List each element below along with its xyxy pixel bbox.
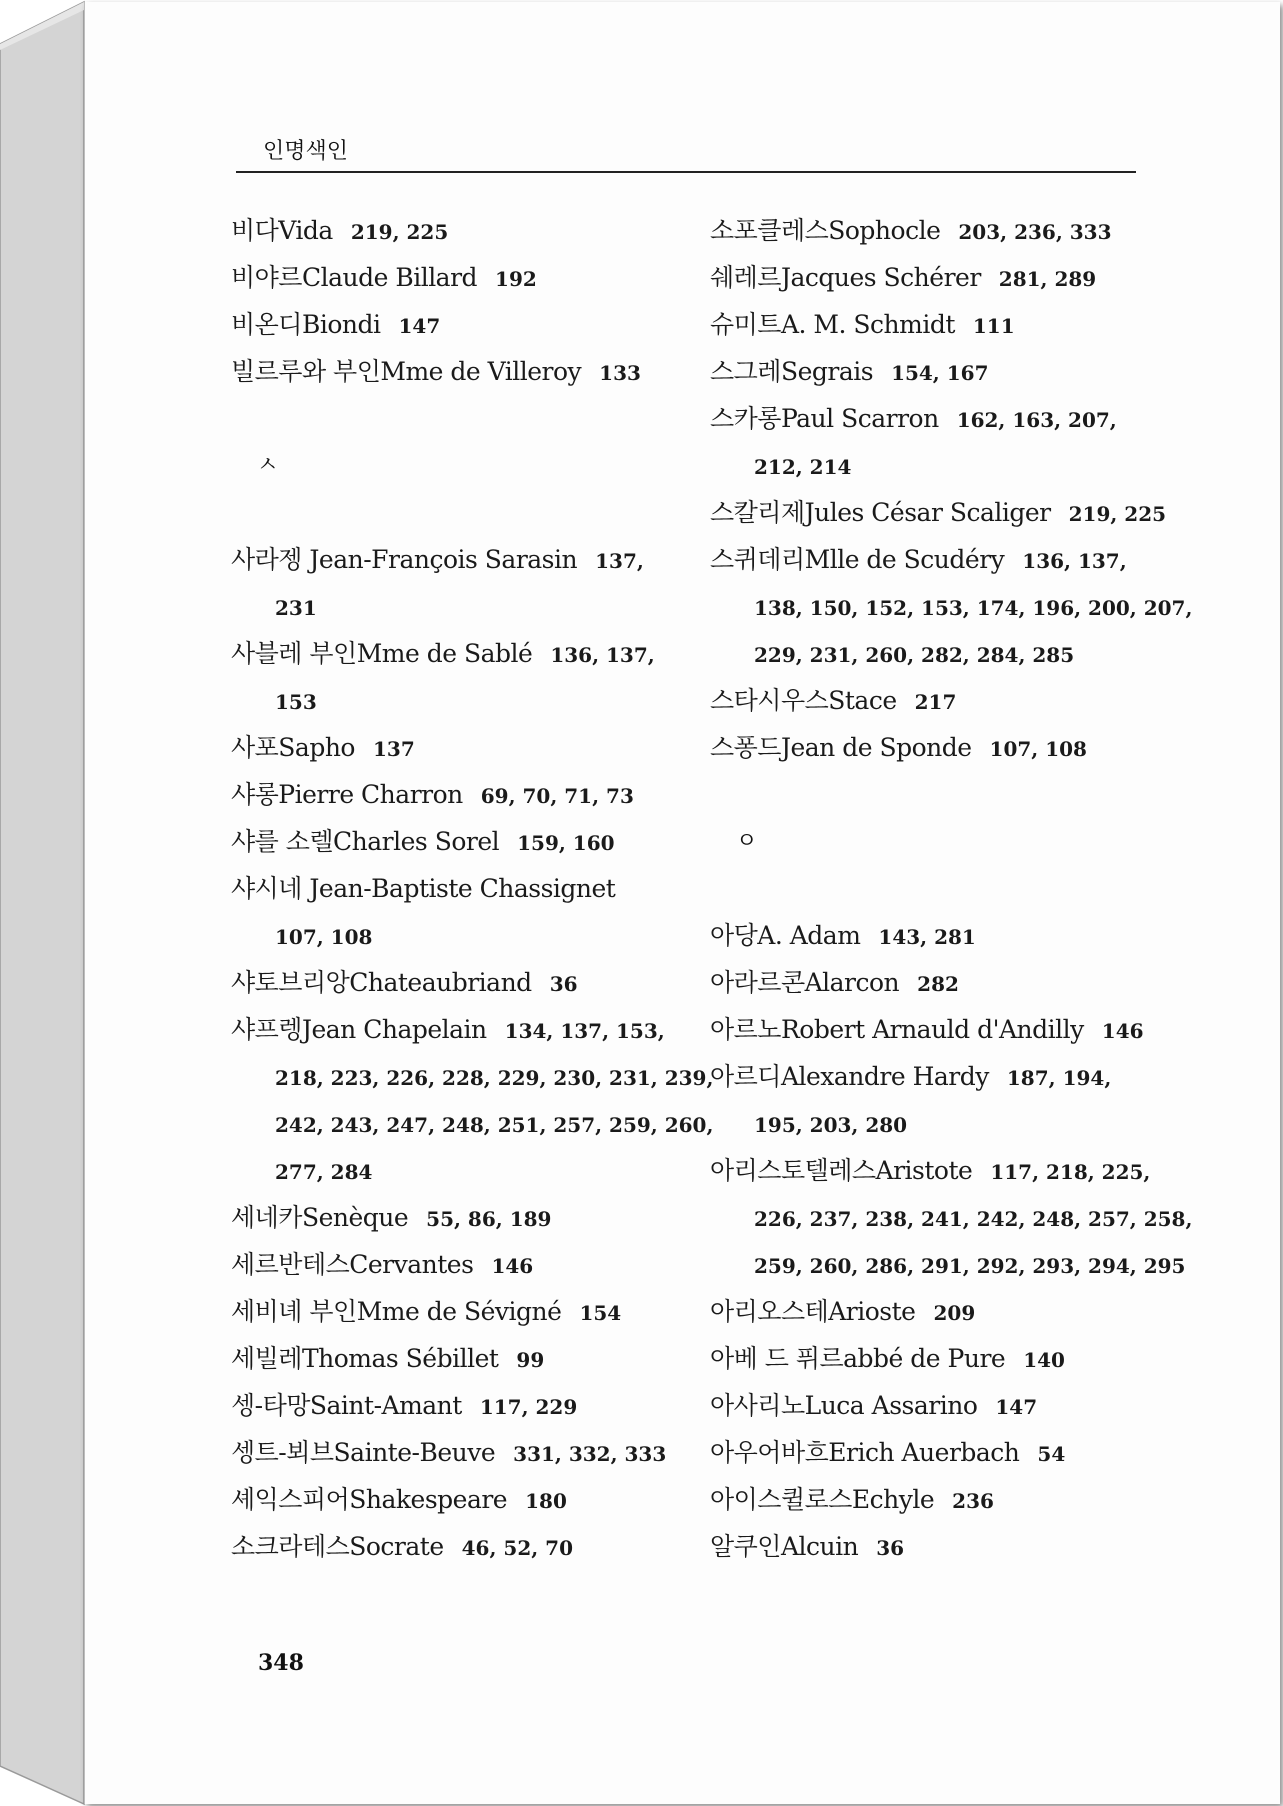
index-entry (710, 207, 1142, 254)
entry-pages: 226, 237, 238, 241, 242, 248, 257, 258, (754, 1207, 1193, 1231)
entry-name: 세비녜 부인Mme de Sévigné (231, 1297, 562, 1326)
entry-pages: 281, 289 (998, 267, 1097, 291)
index-entry (231, 959, 661, 1006)
entry-name: 아리스토텔레스Aristote (710, 1156, 973, 1185)
entry-name: 사포Sapho (231, 733, 355, 762)
index-entry-continuation (231, 677, 661, 724)
index-entry-continuation (231, 1053, 714, 1100)
entry-name: 세르반테스Cervantes (231, 1250, 474, 1279)
entry-pages: 162, 163, 207, (956, 408, 1117, 432)
index-entry-continuation (231, 1100, 714, 1147)
index-entry (710, 1335, 1142, 1382)
index-entry (231, 207, 661, 254)
index-entry (231, 1523, 661, 1570)
entry-pages: 219, 225 (350, 220, 449, 244)
index-entry (231, 1288, 661, 1335)
entry-pages: 36 (549, 972, 578, 996)
index-entry (710, 959, 1142, 1006)
entry-pages: 180 (525, 1489, 567, 1513)
entry-pages: 159, 160 (517, 831, 615, 855)
index-entry-continuation (710, 1194, 1193, 1241)
entry-pages: 212, 214 (754, 455, 852, 479)
entry-pages: 282 (917, 972, 959, 996)
entry-name: 샤토브리앙Chateaubriand (231, 968, 532, 997)
blank-line (710, 771, 1142, 818)
index-entry-continuation (710, 630, 1142, 677)
index-entry-continuation (710, 583, 1193, 630)
entry-pages: 195, 203, 280 (754, 1113, 908, 1137)
entry-pages: 153 (275, 690, 317, 714)
index-entry (710, 1382, 1142, 1429)
entry-name: 샤롱Pierre Charron (231, 780, 463, 809)
entry-pages: 136, 137, (550, 643, 655, 667)
entry-pages: 143, 281 (878, 925, 976, 949)
entry-name: 스카롱Paul Scarron (710, 404, 939, 433)
index-entry (231, 771, 661, 818)
index-entry (231, 536, 661, 583)
entry-pages: 147 (398, 314, 441, 338)
index-entry (231, 254, 661, 301)
entry-name: 아르노Robert Arnauld d'Andilly (710, 1015, 1084, 1044)
entry-pages: 229, 231, 260, 282, 284, 285 (754, 643, 1075, 667)
entry-name: 소포클레스Sophocle (710, 216, 941, 245)
entry-name: 비온디Biondi (231, 310, 381, 339)
entry-name: 아당A. Adam (710, 921, 861, 950)
entry-name: 아이스퀼로스Echyle (710, 1485, 935, 1514)
entry-name: 빌르루와 부인Mme de Villeroy (231, 357, 582, 386)
entry-pages: 99 (516, 1348, 545, 1372)
entry-pages: 55, 86, 189 (426, 1207, 552, 1231)
index-entry-continuation (710, 442, 1142, 489)
entry-name: 세네카Senèque (231, 1203, 409, 1232)
index-entry (710, 489, 1167, 536)
index-entry-continuation (231, 583, 661, 630)
index-entry (231, 1241, 661, 1288)
index-entry (710, 348, 1142, 395)
index-entry (710, 254, 1142, 301)
entry-pages: 134, 137, 153, (504, 1019, 665, 1043)
entry-name: 쉐레르Jacques Schérer (710, 263, 981, 292)
entry-name: 샤시네 Jean-Baptiste Chassignet (231, 874, 616, 903)
entry-name: 샤를 소렐Charles Sorel (231, 827, 500, 856)
entry-pages: 117, 218, 225, (990, 1160, 1151, 1184)
entry-pages: 137 (373, 737, 415, 761)
section-heading: ㅇ (736, 829, 758, 854)
index-entry (710, 1288, 1142, 1335)
index-entry (231, 818, 661, 865)
entry-pages: 331, 332, 333 (513, 1442, 667, 1466)
entry-name: 소크라테스Socrate (231, 1532, 444, 1561)
entry-pages: 218, 223, 226, 228, 229, 230, 231, 239, (275, 1066, 714, 1090)
entry-name: 슈미트A. M. Schmidt (710, 310, 955, 339)
entry-pages: 209 (933, 1301, 976, 1325)
entry-name: 스퐁드Jean de Sponde (710, 733, 972, 762)
entry-name: 셍트-뵈브Sainte-Beuve (231, 1438, 496, 1467)
entry-pages: 219, 225 (1068, 502, 1167, 526)
entry-name: 셰익스피어Shakespeare (231, 1485, 508, 1514)
entry-name: 스타시우스Stace (710, 686, 897, 715)
entry-pages: 133 (599, 361, 641, 385)
blank-line (231, 489, 661, 536)
entry-pages: 154, 167 (891, 361, 989, 385)
entry-name: 아베 드 퓌르abbé de Pure (710, 1344, 1006, 1373)
entry-name: 아리오스테Arioste (710, 1297, 916, 1326)
entry-pages: 111 (972, 314, 1015, 338)
index-entry (231, 301, 661, 348)
index-entry (710, 912, 1142, 959)
index-entry (710, 301, 1142, 348)
entry-pages: 192 (495, 267, 537, 291)
index-entry (231, 1006, 665, 1053)
page-number: 348 (258, 1650, 304, 1676)
entry-pages: 54 (1037, 1442, 1066, 1466)
entry-pages: 117, 229 (479, 1395, 578, 1419)
entry-pages: 107, 108 (989, 737, 1087, 761)
index-entry (710, 1053, 1142, 1100)
entry-pages: 138, 150, 152, 153, 174, 196, 200, 207, (754, 596, 1193, 620)
entry-pages: 231 (275, 596, 317, 620)
entry-name: 비다Vida (231, 216, 333, 245)
entry-name: 사블레 부인Mme de Sablé (231, 639, 533, 668)
entry-name: 아라르콘Alarcon (710, 968, 900, 997)
entry-name: 사라젱 Jean-François Sarasin (231, 545, 578, 574)
index-entry (231, 1429, 667, 1476)
index-entry (231, 630, 661, 677)
index-column-left (231, 207, 714, 1570)
index-entry (231, 1335, 661, 1382)
index-entry-continuation (231, 1147, 661, 1194)
entry-name: 스그레Segrais (710, 357, 874, 386)
entry-pages: 46, 52, 70 (461, 1536, 573, 1560)
entry-pages: 146 (491, 1254, 534, 1278)
index-entry (710, 1006, 1142, 1053)
entry-name: 셍-타망Saint-Amant (231, 1391, 462, 1420)
entry-pages: 69, 70, 71, 73 (480, 784, 634, 808)
index-entry (231, 724, 661, 771)
entry-pages: 217 (914, 690, 957, 714)
index-entry (710, 1429, 1142, 1476)
entry-pages: 146 (1101, 1019, 1144, 1043)
index-entry (231, 1194, 661, 1241)
index-entry (710, 1523, 1142, 1570)
header-rule (236, 171, 1136, 173)
entry-pages: 147 (995, 1395, 1038, 1419)
entry-pages: 140 (1023, 1348, 1065, 1372)
entry-name: 세빌레Thomas Sébillet (231, 1344, 499, 1373)
index-column-right (710, 207, 1193, 1570)
entry-name: 스칼리제Jules César Scaliger (710, 498, 1051, 527)
index-entry (231, 1382, 661, 1429)
index-entry-continuation (710, 1241, 1186, 1288)
blank-line (231, 395, 661, 442)
entry-name: 샤프렝Jean Chapelain (231, 1015, 487, 1044)
index-entry-continuation (710, 1100, 1142, 1147)
index-entry (710, 536, 1142, 583)
entry-pages: 187, 194, (1006, 1066, 1112, 1090)
entry-name: 아르디Alexandre Hardy (710, 1062, 989, 1091)
entry-pages: 277, 284 (275, 1160, 373, 1184)
section-heading: ㅅ (257, 453, 279, 478)
index-entry (710, 677, 1142, 724)
index-entry-continuation (231, 912, 661, 959)
entry-name: 아사리노Luca Assarino (710, 1391, 978, 1420)
entry-pages: 259, 260, 286, 291, 292, 293, 294, 295 (754, 1254, 1186, 1278)
index-entry (231, 1476, 661, 1523)
entry-name: 비야르Claude Billard (231, 263, 478, 292)
entry-pages: 242, 243, 247, 248, 251, 257, 259, 260, (275, 1113, 714, 1137)
index-entry (710, 724, 1142, 771)
entry-pages: 107, 108 (275, 925, 373, 949)
entry-pages: 154 (579, 1301, 622, 1325)
blank-line (710, 865, 1142, 912)
index-entry (710, 1476, 1142, 1523)
entry-name: 스퀴데리Mlle de Scudéry (710, 545, 1005, 574)
running-header: 인명색인 (263, 139, 349, 164)
entry-pages: 236 (952, 1489, 994, 1513)
entry-pages: 137, (595, 549, 644, 573)
entry-pages: 136, 137, (1022, 549, 1127, 573)
index-entry (710, 1147, 1151, 1194)
index-entry (231, 348, 661, 395)
index-entry (231, 865, 661, 912)
entry-name: 아우어바흐Erich Auerbach (710, 1438, 1020, 1467)
entry-name: 알쿠인Alcuin (710, 1532, 859, 1561)
entry-pages: 36 (876, 1536, 905, 1560)
index-entry (710, 395, 1142, 442)
entry-pages: 203, 236, 333 (958, 220, 1112, 244)
